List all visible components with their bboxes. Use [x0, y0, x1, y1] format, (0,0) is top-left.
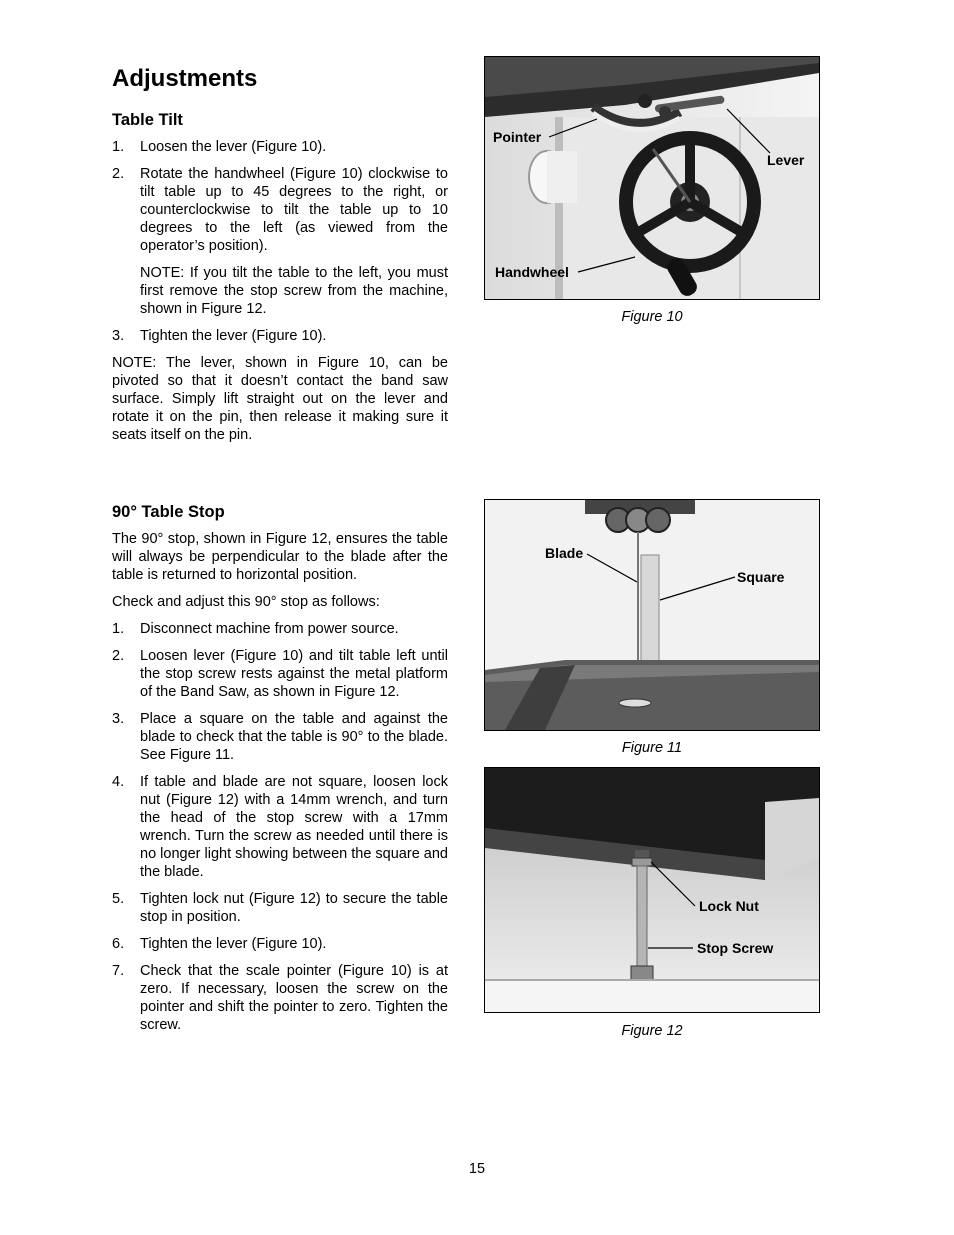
list-item: 3. Tighten the lever (Figure 10). [112, 328, 327, 344]
list-item: 2. Loosen lever (Figure 10) and tilt table left until the stop screw rests against the metal platform of the Band Saw, as shown in Figure 12. [112, 648, 448, 700]
table-stop-steps [112, 620, 448, 1034]
figure-10-caption: Figure 10 [621, 309, 683, 325]
table-tilt-note: NOTE: The lever, shown in Figure 10, can be pivoted so that it doesn’t contact the band saw surface. Simply lift straight out on the lever and rotate it on the pin, then release it making sure it seats itself on the pin. [112, 355, 448, 443]
page-title: Adjustments [112, 65, 258, 92]
figure-12-photo [484, 767, 820, 1013]
figure-12-caption: Figure 12 [621, 1023, 683, 1039]
list-item: 7. Check that the scale pointer (Figure 10) is at zero. If necessary, loosen the screw on the pointer and shift the pointer to zero. Tighten the screw. [112, 963, 448, 1033]
left-column [112, 62, 448, 453]
list-item: 3. Place a square on the table and against the blade to check that the table is 90° to the blade. See Figure 11. [112, 711, 448, 763]
figure-10-photo [484, 56, 820, 300]
section-heading-table-tilt: Table Tilt [112, 111, 183, 129]
table-stop-lead: Check and adjust this 90° stop as follows: [112, 594, 380, 610]
table-stop-section [112, 502, 448, 1043]
figure-11 [484, 499, 820, 731]
list-item: 2. Rotate the handwheel (Figure 10) clockwise to tilt table up to 45 degrees to the right, or counterclockwise to tilt the table up to 10 degrees to the left (as viewed from the operator’s position). NOTE: If you tilt the table to the left, you must first remove the stop screw from the machine, shown in Figure 12. [112, 166, 448, 317]
figure-11-caption: Figure 11 [621, 740, 683, 756]
label-stop-screw: Stop Screw [697, 940, 774, 956]
section-heading-table-stop: 90° Table Stop [112, 503, 225, 521]
label-square: Square [737, 569, 785, 585]
figure-10 [484, 56, 820, 300]
page-number: 15 [468, 1161, 486, 1177]
label-lever: Lever [767, 152, 805, 168]
label-handwheel: Handwheel [495, 264, 569, 280]
list-item: 1. Loosen the lever (Figure 10). [112, 139, 327, 155]
step-note: NOTE: If you tilt the table to the left, you must first remove the stop screw from the machine, shown in Figure 12. [140, 265, 448, 317]
label-blade: Blade [545, 545, 584, 561]
label-lock-nut: Lock Nut [699, 898, 759, 914]
table-stop-intro: The 90° stop, shown in Figure 12, ensures the table will always be perpendicular to the blade after the table is returned to horizontal position. [112, 531, 448, 583]
list-item: 6. Tighten the lever (Figure 10). [112, 936, 327, 952]
list-item: 1. Disconnect machine from power source. [112, 621, 399, 637]
figure-12 [484, 767, 820, 1013]
list-item: 4. If table and blade are not square, loosen lock nut (Figure 12) with a 14mm wrench, and turn the head of the stop screw with a 17mm wrench. Turn the screw as needed until there is no longer light showing between the square and the blade. [112, 774, 448, 880]
figure-11-photo [484, 499, 820, 731]
label-pointer: Pointer [493, 129, 542, 145]
list-item: 5. Tighten lock nut (Figure 12) to secure the table stop in position. [112, 891, 448, 925]
table-tilt-steps [112, 138, 448, 345]
